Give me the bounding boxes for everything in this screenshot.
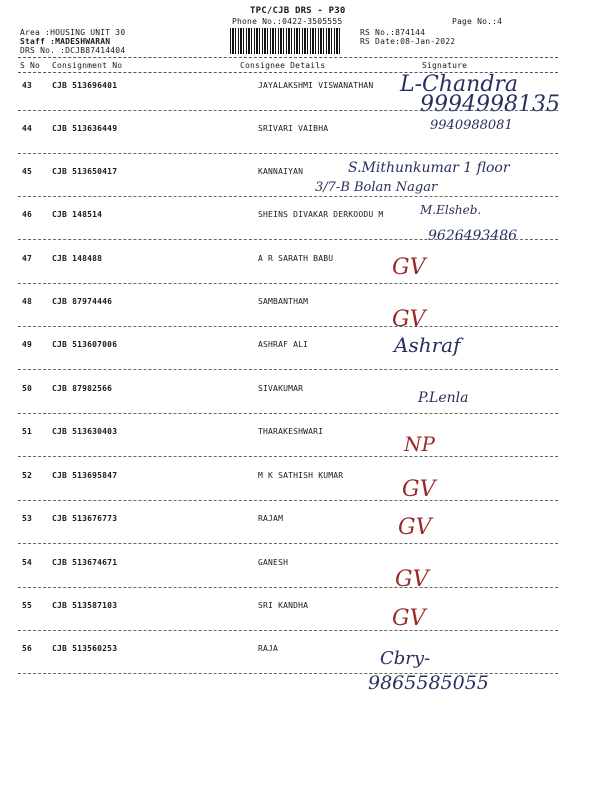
column-header-consignee: Consignee Details — [240, 61, 326, 70]
rs-number: RS No.:874144 — [360, 28, 426, 37]
handwritten-signature: GV — [392, 606, 426, 631]
row-divider — [18, 110, 558, 111]
drs-number: DRS No. :DCJB87414404 — [20, 46, 126, 55]
column-header-consignment: Consignment No — [52, 61, 123, 70]
row-divider — [18, 369, 558, 370]
row-sno: 49 — [22, 340, 33, 349]
row-consignment-no: CJB 513630403 — [52, 427, 118, 436]
handwritten-phone: 9626493486 — [428, 228, 518, 244]
column-header-signature: Signature — [422, 61, 468, 70]
handwritten-signature: Ashraf — [394, 333, 461, 357]
row-consignee: ASHRAF ALI — [258, 340, 309, 349]
area-label: Area :HOUSING UNIT 30 — [20, 28, 126, 37]
row-consignment-no: CJB 87974446 — [52, 297, 113, 306]
row-consignment-no: CJB 513560253 — [52, 644, 118, 653]
row-divider — [18, 673, 558, 674]
row-consignment-no: CJB 148514 — [52, 210, 103, 219]
row-sno: 55 — [22, 601, 33, 610]
rs-date: RS Date:08-Jan-2022 — [360, 37, 456, 46]
handwritten-signature: NP — [404, 432, 435, 456]
row-sno: 51 — [22, 427, 33, 436]
row-consignee: THARAKESHWARI — [258, 427, 324, 436]
row-consignee: GANESH — [258, 558, 289, 567]
row-sno: 53 — [22, 514, 33, 523]
row-sno: 52 — [22, 471, 33, 480]
row-divider — [18, 153, 558, 154]
handwritten-phone: 9994998135 — [420, 92, 560, 117]
phone-number: Phone No.:0422-3505555 — [232, 17, 343, 26]
handwritten-signature: 9940988081 — [430, 118, 513, 133]
handwritten-signature: M.Elsheb. — [420, 203, 482, 217]
row-consignment-no: CJB 513636449 — [52, 124, 118, 133]
handwritten-signature: S.Mithunkumar 1 floor — [348, 160, 510, 176]
row-consignment-no: CJB 87982566 — [52, 384, 113, 393]
row-sno: 43 — [22, 81, 33, 90]
row-consignee: SHEINS DIVAKAR DERKOODU M — [258, 210, 384, 219]
column-header-sno: S No — [20, 61, 41, 70]
staff-label: Staff :MADESHWARAN — [20, 37, 111, 46]
row-consignment-no: CJB 513674671 — [52, 558, 118, 567]
document-title: TPC/CJB DRS - P30 — [250, 6, 346, 16]
handwritten-signature: GV — [395, 567, 429, 592]
row-consignment-no: CJB 513676773 — [52, 514, 118, 523]
row-divider — [18, 587, 558, 588]
row-sno: 46 — [22, 210, 33, 219]
row-consignee: A R SARATH BABU — [258, 254, 334, 263]
row-consignee: SRI KANDHA — [258, 601, 309, 610]
row-consignment-no: CJB 148488 — [52, 254, 103, 263]
header-divider-top — [18, 57, 558, 58]
row-consignment-no: CJB 513587103 — [52, 601, 118, 610]
row-sno: 50 — [22, 384, 33, 393]
handwritten-signature: GV — [392, 307, 426, 332]
barcode-image — [230, 28, 340, 54]
handwritten-signature: P.Lenla — [418, 390, 469, 406]
row-divider — [18, 500, 558, 501]
handwritten-signature: L-Chandra — [400, 72, 519, 97]
row-divider — [18, 543, 558, 544]
row-consignee: RAJA — [258, 644, 279, 653]
row-divider — [18, 239, 558, 240]
row-consignee: JAYALAKSHMI VISWANATHAN — [258, 81, 374, 90]
row-sno: 47 — [22, 254, 33, 263]
row-consignee: SAMBANTHAM — [258, 297, 309, 306]
row-sno: 54 — [22, 558, 33, 567]
row-divider — [18, 456, 558, 457]
row-consignment-no: CJB 513607006 — [52, 340, 118, 349]
row-sno: 48 — [22, 297, 33, 306]
row-divider — [18, 326, 558, 327]
row-consignee: KANNAIYAN — [258, 167, 304, 176]
row-consignment-no: CJB 513695847 — [52, 471, 118, 480]
row-consignment-no: CJB 513650417 — [52, 167, 118, 176]
row-divider — [18, 196, 558, 197]
handwritten-signature: GV — [398, 515, 432, 540]
handwritten-signature: GV — [392, 255, 426, 280]
row-consignment-no: CJB 513696401 — [52, 81, 118, 90]
row-sno: 45 — [22, 167, 33, 176]
row-consignee: SIVAKUMAR — [258, 384, 304, 393]
handwritten-phone: 3/7-B Bolan Nagar — [315, 180, 438, 195]
row-divider — [18, 630, 558, 631]
row-sno: 56 — [22, 644, 33, 653]
handwritten-signature: Cbry- — [380, 648, 431, 669]
row-consignee: SRIVARI VAIBHA — [258, 124, 329, 133]
row-consignee: RAJAM — [258, 514, 284, 523]
handwritten-phone: 9865585055 — [368, 672, 489, 694]
page-number: Page No.:4 — [452, 17, 503, 26]
row-consignee: M K SATHISH KUMAR — [258, 471, 344, 480]
row-divider — [18, 413, 558, 414]
row-divider — [18, 283, 558, 284]
row-sno: 44 — [22, 124, 33, 133]
handwritten-signature: GV — [402, 477, 436, 502]
